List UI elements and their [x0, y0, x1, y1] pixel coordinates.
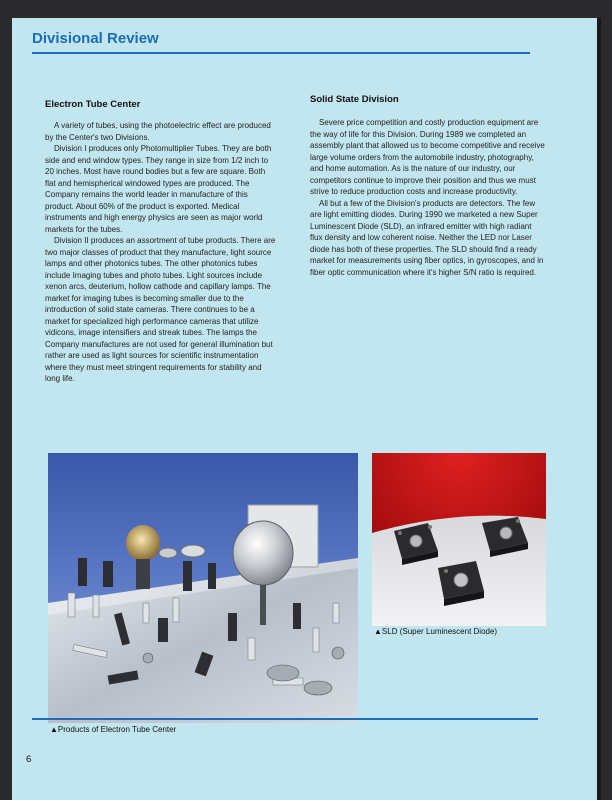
- sld-photo-caption: ▲SLD (Super Luminescent Diode): [374, 627, 498, 636]
- tubes-illustration: [48, 453, 358, 723]
- paragraph: Severe price competition and costly production equipment are the way of life for this Division. During 1989 we completed an assembly plant that allowed us to become competitive and receive large volume orders from the automobile industry, photography, and home automation. As is the nature of our industry, our competitors continue to improve their position and thus we must strive to reduce production costs and increase productivity.: [310, 118, 545, 196]
- right-column-heading: Solid State Division: [310, 94, 399, 105]
- tubes-photo-caption: ▲Products of Electron Tube Center: [50, 725, 177, 734]
- sld-package: [438, 561, 484, 606]
- left-column-text: [45, 120, 278, 385]
- paragraph: All but a few of the Division's products are detectors. The few are light emitting diodes. During 1990 we marketed a new Super Luminescent Diode (SLD), an infrared emitter with high radiant flux density and low coherent noise. Neither the LED nor Laser diode has both of these properties. The SLD should find a ready market for measurements using fiber optics, in gyroscopes, and in fiber optic communication where it's higher S/N ratio is required.: [310, 198, 544, 277]
- paragraph: Division II produces an assortment of tube products. There are two major classes of product that they manufacture, light source lamps and other photonics tubes. The other photonics tubes include Imaging tubes and photo tubes. Light sources include xenon arcs, deuterium, hollow cathode and capillary lamps. The market for imaging tubes is becoming smaller due to the introduction of solid state cameras. There continues to be a market for specialized high performance cameras that utilize vidicons, image intensifiers and streak tubes. The lamps the Company manufactures are not used for general illumination but rather are used as light sources for scientific instrumentation where they must meet stringent requirements for stability and long life.: [45, 236, 276, 383]
- paragraph: Division I produces only Photomultiplier Tubes. They are both side and end window types. They range in size from 1/2 inch to 20 inches. Most have round bodies but a few are square. Both flat and hemispherical windowed types are produced. The Company remains the world leader in manufacture of this product. About 60% of the product is exported. Medical instruments and high energy physics are seen as major world markets for the tubes.: [45, 144, 272, 234]
- paragraph: A variety of tubes, using the photoelectric effect are produced by the Center's two Divisions.: [45, 121, 271, 142]
- page-title: Divisional Review: [32, 30, 159, 47]
- left-column-heading: Electron Tube Center: [45, 99, 141, 110]
- title-rule: [32, 52, 530, 54]
- right-column-text: [310, 117, 546, 278]
- page-number: 6: [26, 754, 32, 765]
- sld-diode-photo: [372, 453, 546, 626]
- footer-rule: [32, 718, 538, 720]
- page-edge: [597, 18, 601, 800]
- sld-illustration: [372, 453, 546, 626]
- electron-tube-products-photo: [48, 453, 358, 723]
